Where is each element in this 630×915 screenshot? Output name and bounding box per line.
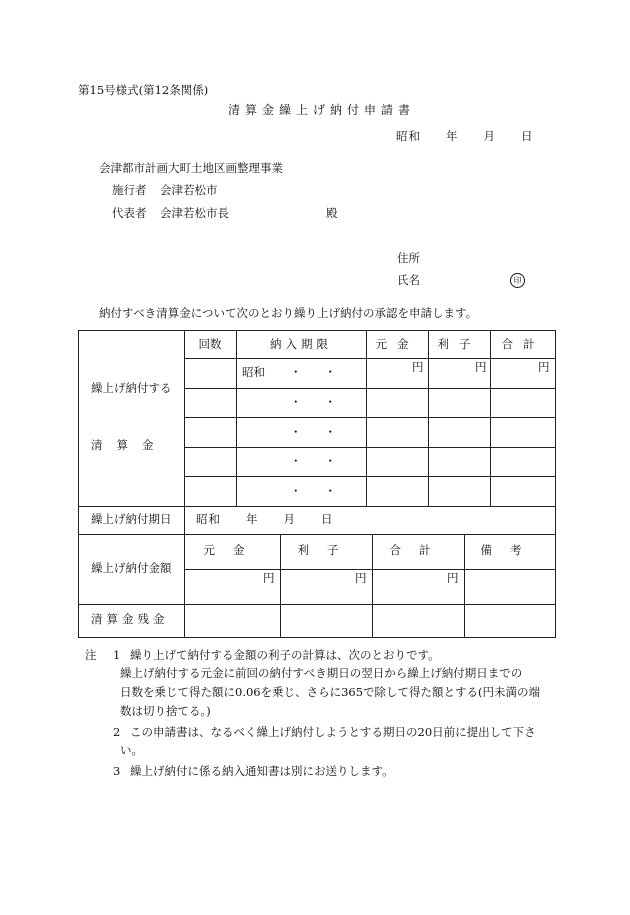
note-text: 繰り上げて納付する金額の利子の計算は、次のとおりです。 [130, 648, 440, 662]
row-line [78, 604, 556, 605]
representative-label: 代表者 [112, 206, 147, 220]
balance-label: 清算金残金 [91, 612, 169, 626]
intro-text: 納付すべき清算金について次のとおり繰り上げ納付の承認を申請します。 [99, 306, 478, 320]
col-line [236, 330, 237, 506]
note-text: 日数を乗じて得た額に0.06を乗じ、さらに365で除して得た額とする(円未満の端 [120, 685, 541, 699]
form-number: 第15号様式(第12条関係) [78, 83, 209, 97]
notes-lead: 注 [85, 648, 97, 662]
header-count: 回数 [198, 337, 222, 351]
col-line [366, 330, 367, 506]
note-number: 2 [113, 725, 121, 739]
amount-header-remarks: 備考 [480, 543, 540, 557]
payment-date-value: 昭和 年 月 日 [196, 512, 334, 526]
col-line [280, 534, 281, 638]
date-dots: ・ ・ [290, 365, 336, 379]
col-line [490, 330, 491, 506]
col-line [464, 534, 465, 638]
row-line [184, 569, 556, 570]
yen-unit: 円 [447, 571, 459, 585]
amount-header-interest: 利子 [297, 543, 357, 557]
section-label-settlement: 清算金 [91, 438, 168, 452]
header-period: 納入期限 [270, 337, 332, 351]
implementer-name: 会津若松市 [160, 183, 218, 197]
date-dots: ・ ・ [290, 425, 336, 439]
first-row-era: 昭和 [242, 365, 265, 379]
row-line [184, 358, 556, 359]
row-line [78, 506, 556, 507]
representative-name: 会津若松市長 [160, 206, 229, 220]
note-number: 3 [113, 764, 121, 778]
implementer-label: 施行者 [112, 183, 147, 197]
note-text: い。 [120, 743, 143, 757]
yen-unit: 円 [538, 360, 550, 374]
payment-date-label: 繰上げ納付期日 [91, 512, 172, 526]
section-label-prepay: 繰上げ納付する [91, 381, 172, 395]
row-line [184, 388, 556, 389]
col-line [372, 534, 373, 638]
project-name: 会津都市計画大町土地区画整理事業 [99, 161, 283, 175]
address-label: 住所 [397, 251, 420, 265]
yen-unit: 円 [263, 571, 275, 585]
yen-unit: 円 [355, 571, 367, 585]
seal-mark: 印 [510, 273, 525, 288]
note-number: 1 [113, 648, 121, 662]
amount-header-total: 合計 [389, 543, 449, 557]
row-line [184, 447, 556, 448]
row-line [78, 534, 556, 535]
header-total: 合計 [501, 337, 545, 351]
application-date: 昭和 年 月 日 [396, 129, 534, 143]
yen-unit: 円 [475, 360, 487, 374]
document-title: 清算金繰上げ納付申請書 [228, 103, 416, 117]
note-text: この申請書は、なるべく繰上げ納付しようとする期日の20日前に提出して下さ [130, 725, 536, 739]
yen-unit: 円 [412, 360, 424, 374]
note-text: 数は切り捨てる。) [120, 704, 211, 718]
row-line [184, 417, 556, 418]
header-interest: 利子 [437, 337, 481, 351]
col-line [428, 330, 429, 506]
honorific: 殿 [326, 206, 338, 220]
name-label: 氏名 [397, 273, 420, 287]
col-line [184, 330, 185, 638]
date-dots: ・ ・ [290, 484, 336, 498]
header-principal: 元金 [375, 337, 419, 351]
date-dots: ・ ・ [290, 395, 336, 409]
amount-header-principal: 元金 [203, 543, 263, 557]
amount-label: 繰上げ納付金額 [91, 561, 172, 575]
note-text: 繰上げ納付する元金に前回の納付すべき期日の翌日から繰上げ納付期日までの [120, 666, 523, 680]
note-text: 繰上げ納付に係る納入通知書は別にお送りします。 [130, 764, 394, 778]
date-dots: ・ ・ [290, 454, 336, 468]
row-line [184, 476, 556, 477]
